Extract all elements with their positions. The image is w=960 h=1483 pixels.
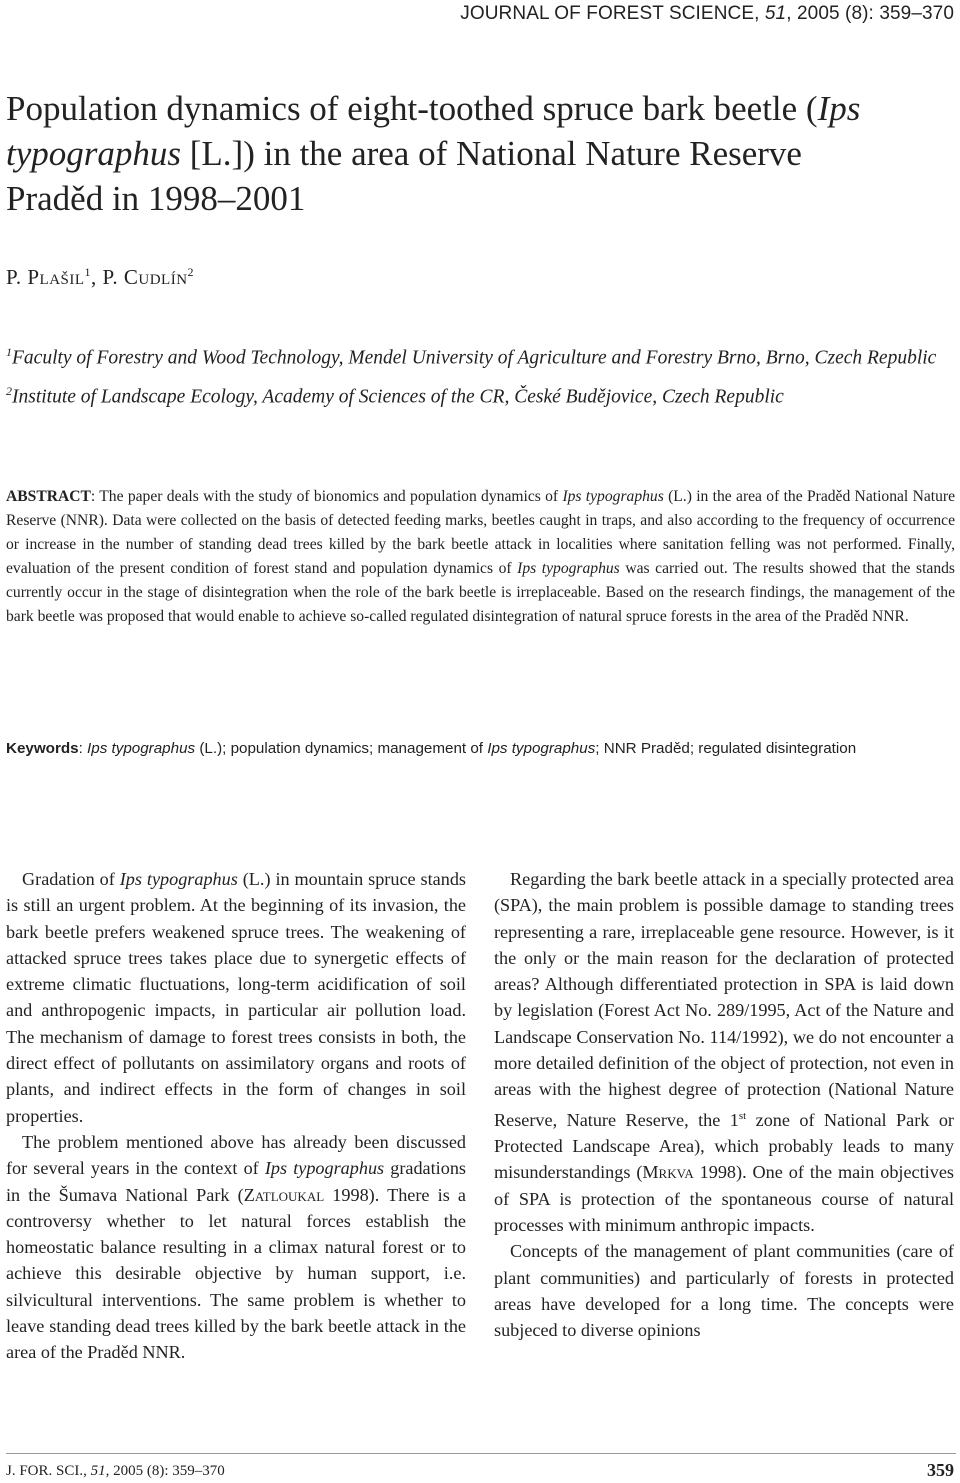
citation-author: Mrkva <box>642 1162 694 1183</box>
body-column-left <box>6 866 466 1366</box>
paragraph: Gradation of Ips typographus (L.) in mountain spruce stands is still an urgent problem. At the beginning of its invasion, the bark beetle prefers weakened spruce trees. The weakening of attacked spruce trees takes place due to synergetic effects of extreme climatic fluctuations, long-term acidification of soil and anthropogenic impacts, in particular air pollution load. The mechanism of damage to forest trees consists in both, the direct effect of pollutants on assimilatory organs and roots of plants, and indirect effects in the form of changes in soil properties. <box>6 869 466 1126</box>
citation-author: Zatloukal <box>243 1184 325 1205</box>
keywords: Keywords: Ips typographus (L.); population dynamics; management of Ips typographus; NNR Praděd; regulated disintegration <box>6 740 857 757</box>
affiliation-2: $^2$Institute of Landscape Ecology, Academy of Sciences of the CR, České Budějovice, Czech Republic <box>6 383 784 407</box>
page-number: 359 <box>927 1460 954 1480</box>
journal-header: JOURNAL OF FOREST SCIENCE, 51, 2005 (8): 359–370 <box>460 3 954 24</box>
author-plasil: P. Plašil <box>6 265 85 289</box>
keywords-label: Keywords <box>6 740 79 757</box>
paragraph: The problem mentioned above has already been discussed for several years in the context of Ips typographus gradations in the Šumava National Park (Zatloukal 1998). There is a controversy whether to let natural forces establish the homeostatic balance resulting in a climax natural forest or to achieve this desirable objective by human support, i.e. silvicultural interventions. The same problem is whether to leave standing dead trees killed by the bark beetle attack in the area of the Praděd NNR. <box>6 1131 467 1363</box>
paragraph: Concepts of the management of plant communities (care of plant communities) and particularly of forests in protected areas have developed for a long time. The concepts were subjeced to diverse opinions <box>494 1241 954 1341</box>
paragraph: Regarding the bark beetle attack in a specially protected area (SPA), the main problem is possible damage to standing trees representing a rare, irreplaceable gene resource. However, is it the only or the main reason for the declaration of protected areas? Although differentiated protection in SPA is laid down by legislation (Forest Act No. 289/1995, Act of the Nature and Landscape Conservation No. 114/1992), we do not encounter a more detailed definition of the object of protection, not even in areas with the highest degree of protection (National Nature Reserve, Nature Reserve, the 1st zone of National Park or Protected Landscape Area), which probably leads to many misunderstandings (Mrkva 1998). One of the main objectives of SPA is protection of the spontaneous course of natural processes with minimum anthropic impacts. <box>494 869 954 1235</box>
body-column-right <box>494 866 954 1343</box>
affiliations <box>6 336 956 413</box>
abstract-label: ABSTRACT <box>6 488 91 505</box>
author-list: P. Plašil$^1$, P. Cudlín$^2$ <box>6 265 195 289</box>
footer-citation: J. FOR. SCI., 51, 2005 (8): 359–370 <box>6 1463 225 1479</box>
volume-number: 51 <box>764 3 787 24</box>
author-cudlin: P. Cudlín <box>102 265 188 289</box>
abstract: ABSTRACT: The paper deals with the study of bionomics and population dynamics of Ips typographus (L.) in the area of the Praděd National Nature Reserve (NNR). Data were collected on the basis of detected feeding marks, beetles caught in traps, and also according to the frequency of occurrence or increase in the number of standing dead trees killed by the bark beetle attack in localities where sanitation felling was not performed. Finally, evaluation of the present condition of forest stand and population dynamics of Ips typographus was carried out. The results showed that the stands currently occur in the stage of disintegration when the role of the bark beetle is irreplaceable. Based on the research findings, the management of the bark beetle was proposed that would enable to achieve so-called regulated disintegration of natural spruce forests in the area of the Praděd NNR. <box>6 488 955 625</box>
article-title: Population dynamics of eight-toothed spruce bark beetle (Ips typographus [L.]) in the area of National Nature Reserve Praděd in 1998–2001 <box>6 89 861 218</box>
footer-divider <box>6 1453 956 1454</box>
affiliation-1: $^1$Faculty of Forestry and Wood Technology, Mendel University of Agriculture and Forestry Brno, Brno, Czech Republic <box>6 345 937 369</box>
